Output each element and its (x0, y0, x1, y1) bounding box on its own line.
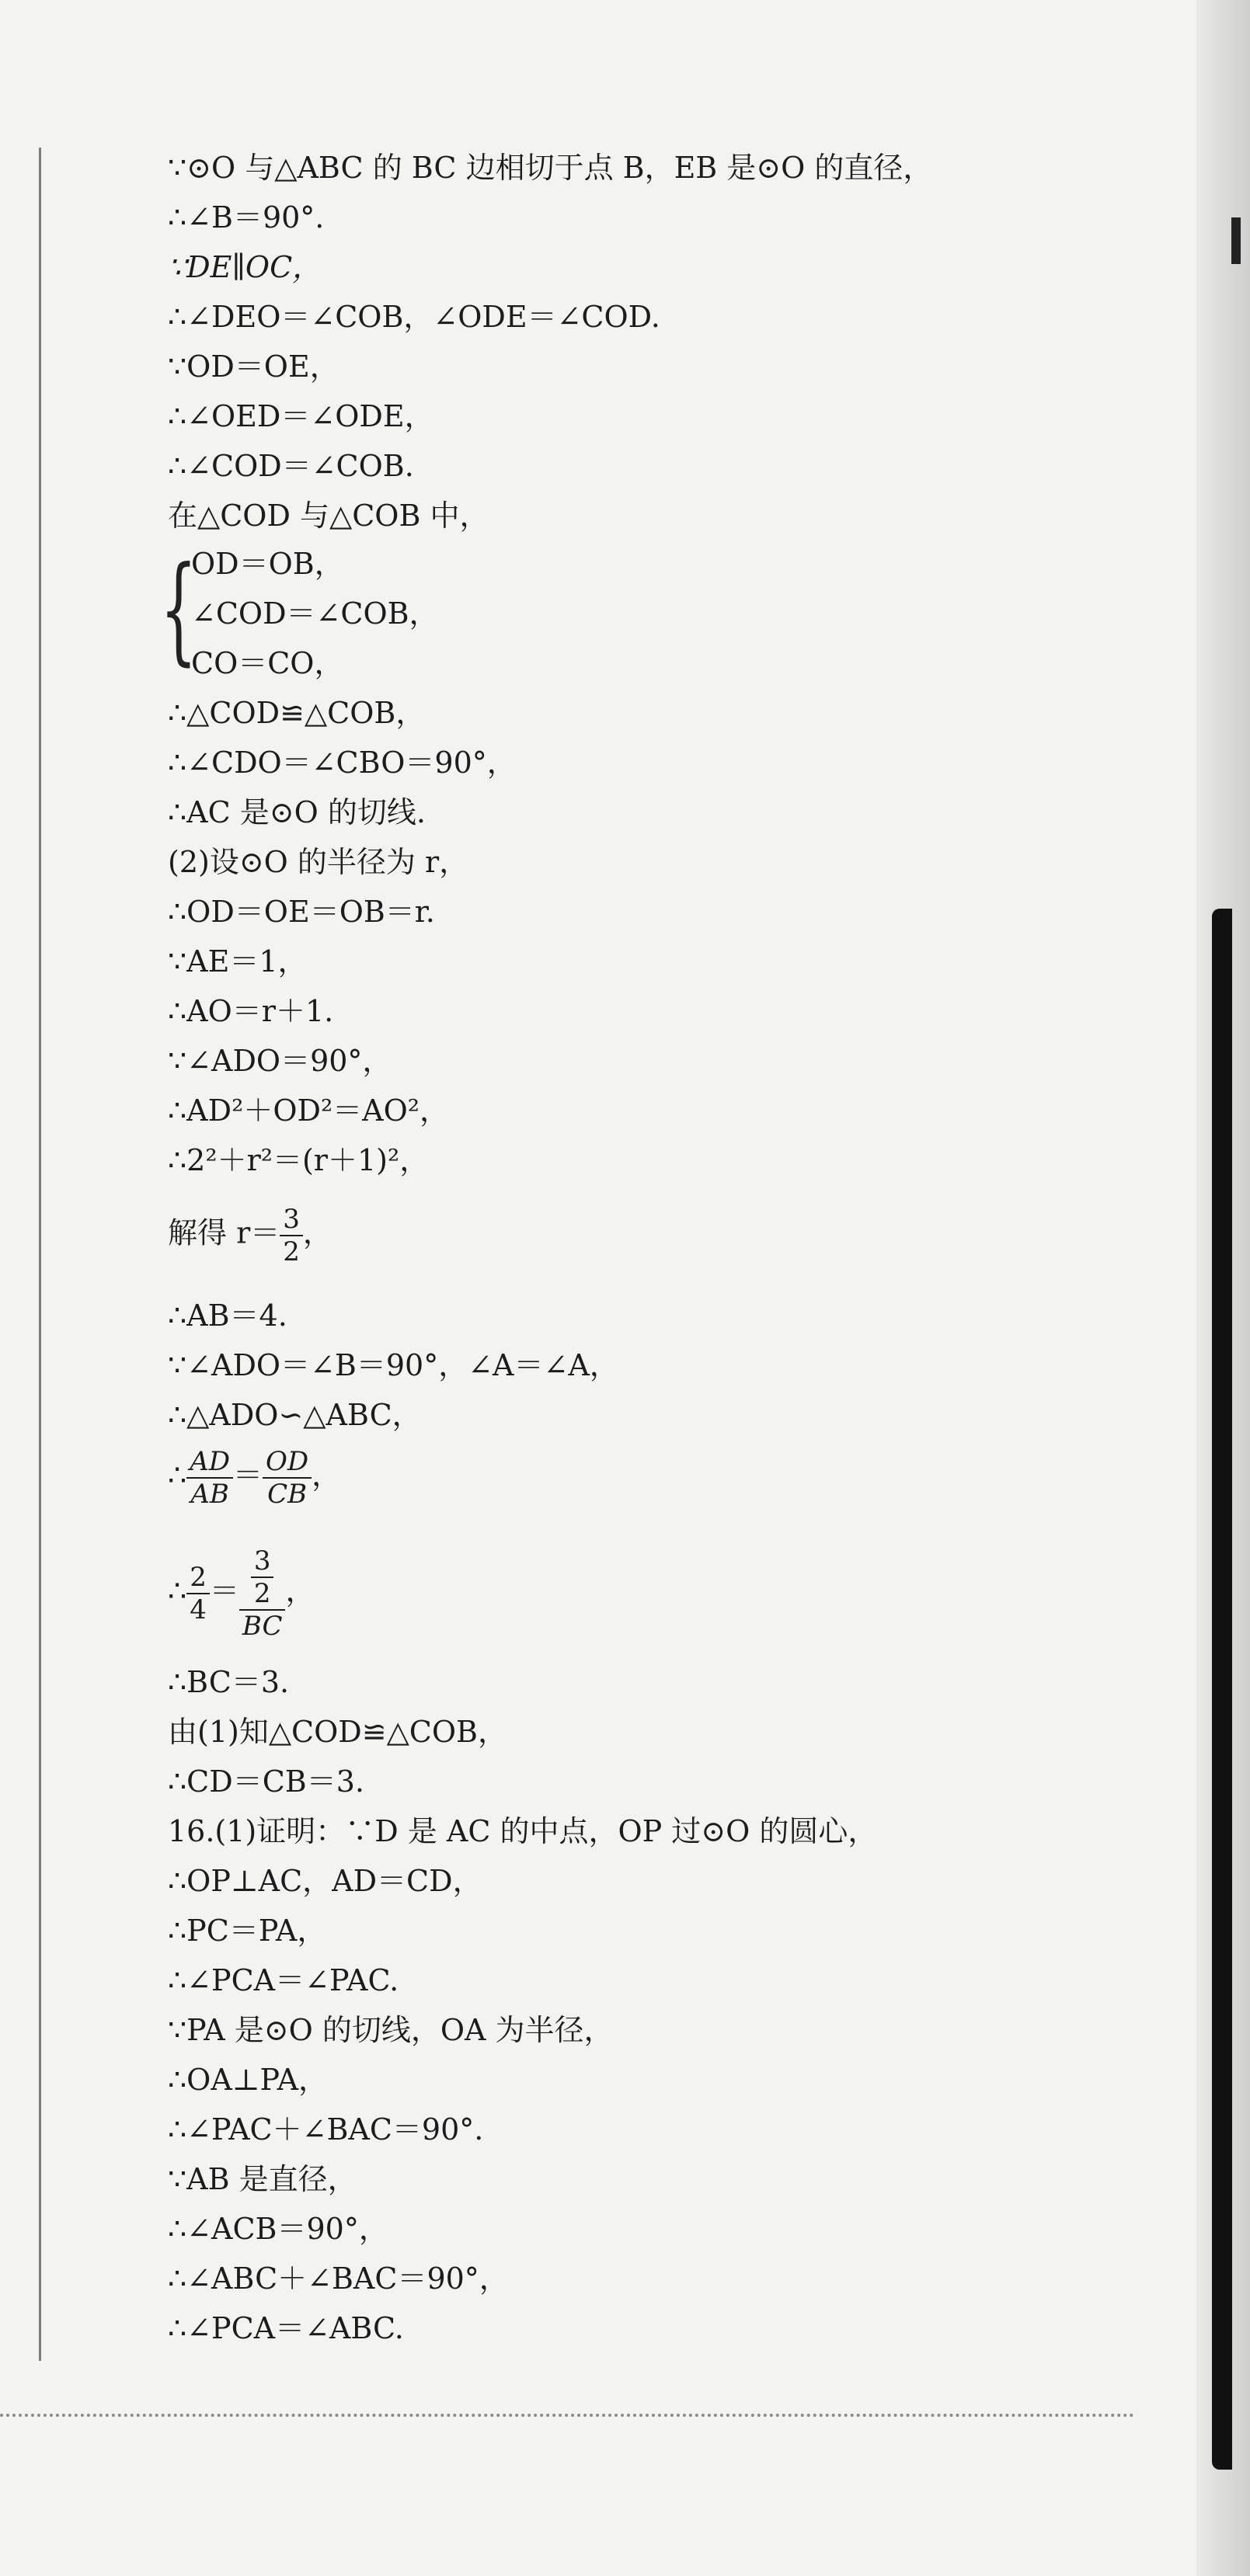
edge-mark (1231, 217, 1241, 264)
substitution-line (168, 1545, 315, 1642)
text-line: ∴∠OED＝∠ODE， (168, 399, 434, 433)
solve-r-text: 解得 r＝ (168, 1215, 280, 1250)
text-line: ∴OA⊥PA， (168, 2063, 329, 2097)
text-line: ∵AB 是直径， (168, 2162, 357, 2196)
text-line: ∴BC＝3. (168, 1665, 290, 1699)
text-line: ∵⊙O 与△ABC 的 BC 边相切于点 B，EB 是⊙O 的直径， (168, 151, 933, 185)
system-line: ∠COD＝∠COB， (191, 596, 439, 631)
text-line: ∴AO＝r＋1. (168, 994, 334, 1028)
text-line: ∴∠PCA＝∠ABC. (168, 2311, 404, 2345)
proportion-line (168, 1446, 341, 1510)
fraction-numerator: 3 (280, 1204, 303, 1236)
text-line: ∴∠DEO＝∠COB，∠ODE＝∠COD. (168, 300, 660, 334)
text-line: ∴∠PCA＝∠PAC. (168, 1963, 399, 1997)
text-line: ∴AC 是⊙O 的切线. (168, 795, 426, 829)
fraction-numerator: AD (186, 1446, 233, 1479)
punctuation: ， (302, 1215, 333, 1250)
text-line: ∴PC＝PA， (168, 1914, 327, 1948)
punctuation: ， (312, 1458, 342, 1493)
fraction-denominator: 2 (253, 1578, 271, 1609)
fraction-numerator: 2 (186, 1562, 210, 1594)
compound-fraction (239, 1545, 286, 1642)
equals-sign: ＝ (233, 1458, 263, 1493)
punctuation: ， (285, 1573, 315, 1608)
dotted-divider (0, 2414, 1134, 2417)
text-line: ∴∠PAC＋∠BAC＝90°. (168, 2112, 484, 2147)
fraction-ad-ab (186, 1446, 233, 1510)
system-line: OD＝OB， (191, 547, 344, 581)
text-line: ∵DE∥OC， (168, 250, 322, 284)
system-line: CO＝CO， (191, 646, 344, 680)
nested-fraction-3-2 (251, 1545, 274, 1609)
fraction-numerator (239, 1545, 286, 1611)
text-line: ∴∠B＝90°. (168, 200, 325, 235)
text-line: ∵PA 是⊙O 的切线，OA 为半径， (168, 2013, 614, 2047)
fraction-2-4 (186, 1562, 210, 1625)
text-line: ∵∠ADO＝90°， (168, 1044, 392, 1078)
fraction-numerator: OD (263, 1446, 312, 1479)
text-line: 在△COD 与△COB 中， (168, 499, 489, 533)
fraction-denominator: 4 (190, 1594, 207, 1625)
therefore-symbol: ∴ (168, 1458, 187, 1493)
left-margin-rule (39, 148, 41, 2361)
fraction-od-cb (263, 1446, 312, 1510)
text-line: ∴CD＝CB＝3. (168, 1764, 364, 1799)
text-line: ∵∠ADO＝∠B＝90°，∠A＝∠A， (168, 1348, 619, 1382)
fraction-denominator: BC (242, 1611, 283, 1642)
text-line: ∴∠ACB＝90°， (168, 2212, 388, 2246)
fraction-denominator: 2 (283, 1236, 300, 1267)
scan-edge-shadow (1212, 909, 1232, 2470)
text-line: ∴△COD≌△COB， (168, 696, 426, 730)
text-line: ∴AD²＋OD²＝AO²， (168, 1093, 450, 1128)
text-line: ∴2²＋r²＝(r＋1)²， (168, 1143, 430, 1177)
text-line: ∴∠COD＝∠COB. (168, 449, 414, 483)
solve-r-line (168, 1204, 333, 1267)
text-line: ∴∠ABC＋∠BAC＝90°， (168, 2261, 509, 2296)
text-line: ∴∠CDO＝∠CBO＝90°， (168, 746, 517, 780)
fraction-denominator: AB (190, 1479, 229, 1510)
therefore-symbol: ∴ (168, 1573, 187, 1608)
fraction-denominator: CB (267, 1479, 308, 1510)
text-line: ∴△ADO∽△ABC， (168, 1398, 422, 1432)
text-line: ∴OP⊥AC，AD＝CD， (168, 1864, 482, 1898)
text-line: 由(1)知△COD≌△COB， (168, 1715, 507, 1749)
system-brace: { (160, 542, 197, 677)
equals-sign: ＝ (209, 1573, 239, 1608)
text-line: ∵AE＝1， (168, 944, 308, 979)
text-line: ∴OD＝OE＝OB＝r. (168, 895, 435, 929)
fraction-numerator: 3 (251, 1545, 274, 1578)
question-16-heading: 16.(1)证明：∵D 是 AC 的中点，OP 过⊙O 的圆心， (168, 1814, 878, 1848)
text-line: ∵OD＝OE， (168, 349, 339, 384)
fraction-3-2 (280, 1204, 303, 1267)
text-line: (2)设⊙O 的半径为 r， (168, 845, 469, 879)
text-line: ∴AB＝4. (168, 1298, 287, 1333)
